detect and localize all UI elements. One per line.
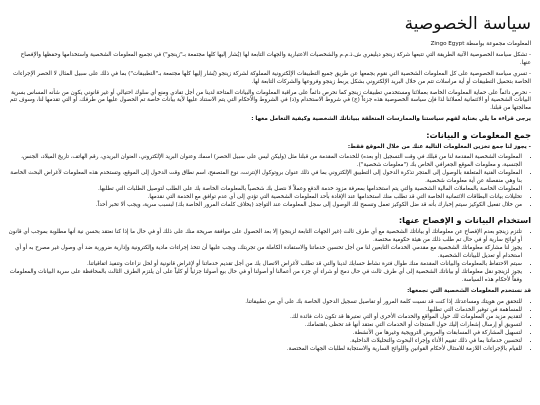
collection-heading: جمع المعلومات و البيانات: [426, 130, 531, 141]
list-item: • يجوز لنا مشاركة معلوماتك الشخصية مع مقدمي الخدمات التابعين لنا من أجل تحسين خدماتنا والاستفادة الكاملة من تجربتك، ويجب عليها أن تتخذ إجراءات مادية وإلكترونية وإدارية ضرورية ضد أي وصول غير مصرح به أو أي استخدام أو تعديل للبيانات الشخصية. [8, 245, 522, 261]
collection-subheading: - يجوز لنا جمع تخزين المعلومات التالية عنك من خلال الموقع فقط: [347, 144, 531, 151]
list-item: • يجوز لزينجو نقل معلوماتك أو بياناتك الشخصية إلى أي طرف ثالث في حال دمج أو شراء أي جزء من أعمالنا أو أصولنا أو في حال بيع أصولنا جزئياً أو كلياً على أن يلتزم الطرف الثالث بالمحافظة على سرية البيانات والمعلومات وفقاً لأحكام هذه السياسة. [8, 269, 522, 285]
list-item: • المعلومات الشخصية المقدمة لنا من قبلك في وقت التسجيل (أو بعده) للخدمات المقدمة من قبلنا مثل (وليكن ليس على سبيل الحصر) اسمك وعنوان البريد الإلكتروني، العنوان البريدي، رقم الهاتف، تاريخ الميلاد، الجنس، الجنسية، و معلومات الموقع الجغرافي الخاص بك ("معلومات شخصية"). [8, 154, 522, 170]
list-item: • تحليلات بيانات البطاقات الائتمانية الخاصة التي قد تطلب منك استخدامها عند الإفادة بأحد المعلومات الشخصية التي تؤدي إلى أي عدم توافق مع الخدمة التي نقدمها. [8, 194, 522, 202]
page-title: سياسة الخصوصية [404, 14, 531, 34]
list-item: • للتحقق من هويتك ومساعدتك إذا كنت قد نسيت كلمة المرور أو تفاصيل تسجيل الدخول الخاصة بك على أي من تطبيقاتنا. [8, 299, 522, 307]
purposes-list [8, 299, 531, 354]
list-item: • المعلومات الخاصة بالمعاملات المالية الشخصية والتي يتم استخدامها بمعرفة مزود خدمة الدفع وعملاً لا نتصل بك شخصياً بالمعلومات الخاصة بك على الطلب لتوصيل الطلبات التي تطلبها. [8, 186, 522, 194]
list-item: • سيتم الاحتفاظ بالمعلومات والبيانات المقدمة منك طوال فترة نشاط حسابك لدينا والتي قد تطلب لأغراض الاتصال بك من أجل تقديم خدماتنا أو لإغراض قانونية أو لحل نزاعات وتنفيذ اتفاقياتنا. [8, 261, 522, 269]
intro-line-2: - تشكل سياسة الخصوصية الآتية الطريقة التي تتبعها شركة زينجو ديليفري ش.ذ.م.م والشخصيات الاعتبارية والجهات التابعة لها (يُشار إليها كلها مجتمعة بـ"زينجو") في تجميع المعلومات الشخصية واستخدامها وحفظها والإفصاح عنها. [20, 51, 531, 66]
list-item: • لتسهيل المشاركة في المسابقات والعروض الترويجية وغيرها من الأنشطة. [8, 330, 522, 338]
usage-list [8, 229, 531, 284]
intro-line-3: - تسري سياسة الخصوصية على كل المعلومات الشخصية التي نقوم بجمعها عن طريق جميع التطبيقات الإلكترونية المملوكة لشركة زينجو (يُشار إليها كلها مجتمعة بـ"التطبيقات") بما في ذلك على سبيل المثال لا الحصر الإجراءات الخاصة بتحميل التطبيقات أو أية مراسلات تتم من خلال البريد الإلكتروني بشكل يربط زينجو وفروعها والشركات التابعة لها. [13, 70, 531, 85]
list-item: • المعلومات الفنية المتعلقة بالوصول إلى المتجر تذكرة الدخول إلى التطبيق الإلكتروني بما في ذلك عنوان بروتوكول الإنترنت، نوع المتصفح، اسم نطاق وقت الدخول إلى الموقع، وتستخدم هذه المعلومات لأغراض البحث الخاصة بنا وهي منفصلة عن أية معلومات شخصية. [8, 170, 522, 186]
list-item: • للمساهمة في توفير الخدمات التي تطلبها. [8, 307, 522, 315]
collection-list [8, 154, 531, 209]
intro-line-4: - نحرص دائماً على حماية المعلومات الخاصة بعملائنا ومستخدمي تطبيقات زينجو كما نحرص دائماً على مراقبة المعلومات والبيانات المتاحة لدينا من أجل تفادي ومنع أي سلوك احتيالي أو غير قانوني يكون من شأنه المساس بسرية البيانات الشخصية أو الائتمانية لعملائنا لذا فإن سياسة الخصوصية هذه جزءاً (ج) في شروط الاستخدام و(د) في الشروط والأحكام التي يتم الاستناد عليها لأية بيانات خاصة تم الحصول عليها من طرفك، أو التي تقدمها لنا، وسوف تتم معالجتها من قبلنا. [10, 89, 531, 112]
intro-line-1: المعلومات مجموعة بواسطة Zingo Egypt [430, 41, 531, 47]
list-item: • لتقديم مزيد من المعلومات لك حول المواقع والخدمات الأخرى أو التي نعتبرها قد تكون ذات فائدة لك. [8, 314, 522, 322]
purposes-heading: قد نستخدم المعلومات الشخصية التي نجمعها: [407, 287, 531, 294]
usage-heading: استخدام البيانات و الإفصاح عنها: [398, 215, 531, 226]
list-item: • تلتزم زينجو بعدم الإفصاح عن معلوماتك أو بياناتك الشخصية مع أي طرف ثالث (غير الجهات التابعة لزينجو) إلا بعد الحصول على موافقة صريحة منك على ذلك أو في حال ما إذا كنا نعتقد بحسن نية أنها مطلوبة بموجب أي قانون أو لوائح سارية أو في حال تم طلب ذلك من هيئة حكومية مختصة. [8, 229, 522, 245]
list-item: • لتسويق أو إرسال إشعارات إليك حول المنتجات أو الخدمات التي نعتقد أنها قد تحظى باهتمامك. [8, 322, 522, 330]
reading-note: يرجى قراءة ما يلي بعناية لفهم سياستنا والممارسات المتعلقة ببياناتك الشخصية وكيفية التعامل معها : [251, 116, 531, 123]
list-item: • للقيام بالإجراءات اللازمة للامتثال لأحكام القوانين واللوائح السارية والاستجابة لطلبات الجهات المختصة. [8, 346, 522, 354]
list-item: • من خلال تفعيل الكوكيز سيتم إخبارك بأنه قد ضل الكوكيز تعمل وتسمح لك الوصول إلى سجل المعلومات عند التواجد (بخلاف كلمات المرور الخاصة بك) لبسبب سرية، ويجب ألا تخبر أحداً. [8, 202, 522, 210]
list-item: • لتحسين خدماتنا بما في ذلك تقييم الأداء وإجراء البحوث والتحليلات الداخلية. [8, 338, 522, 346]
